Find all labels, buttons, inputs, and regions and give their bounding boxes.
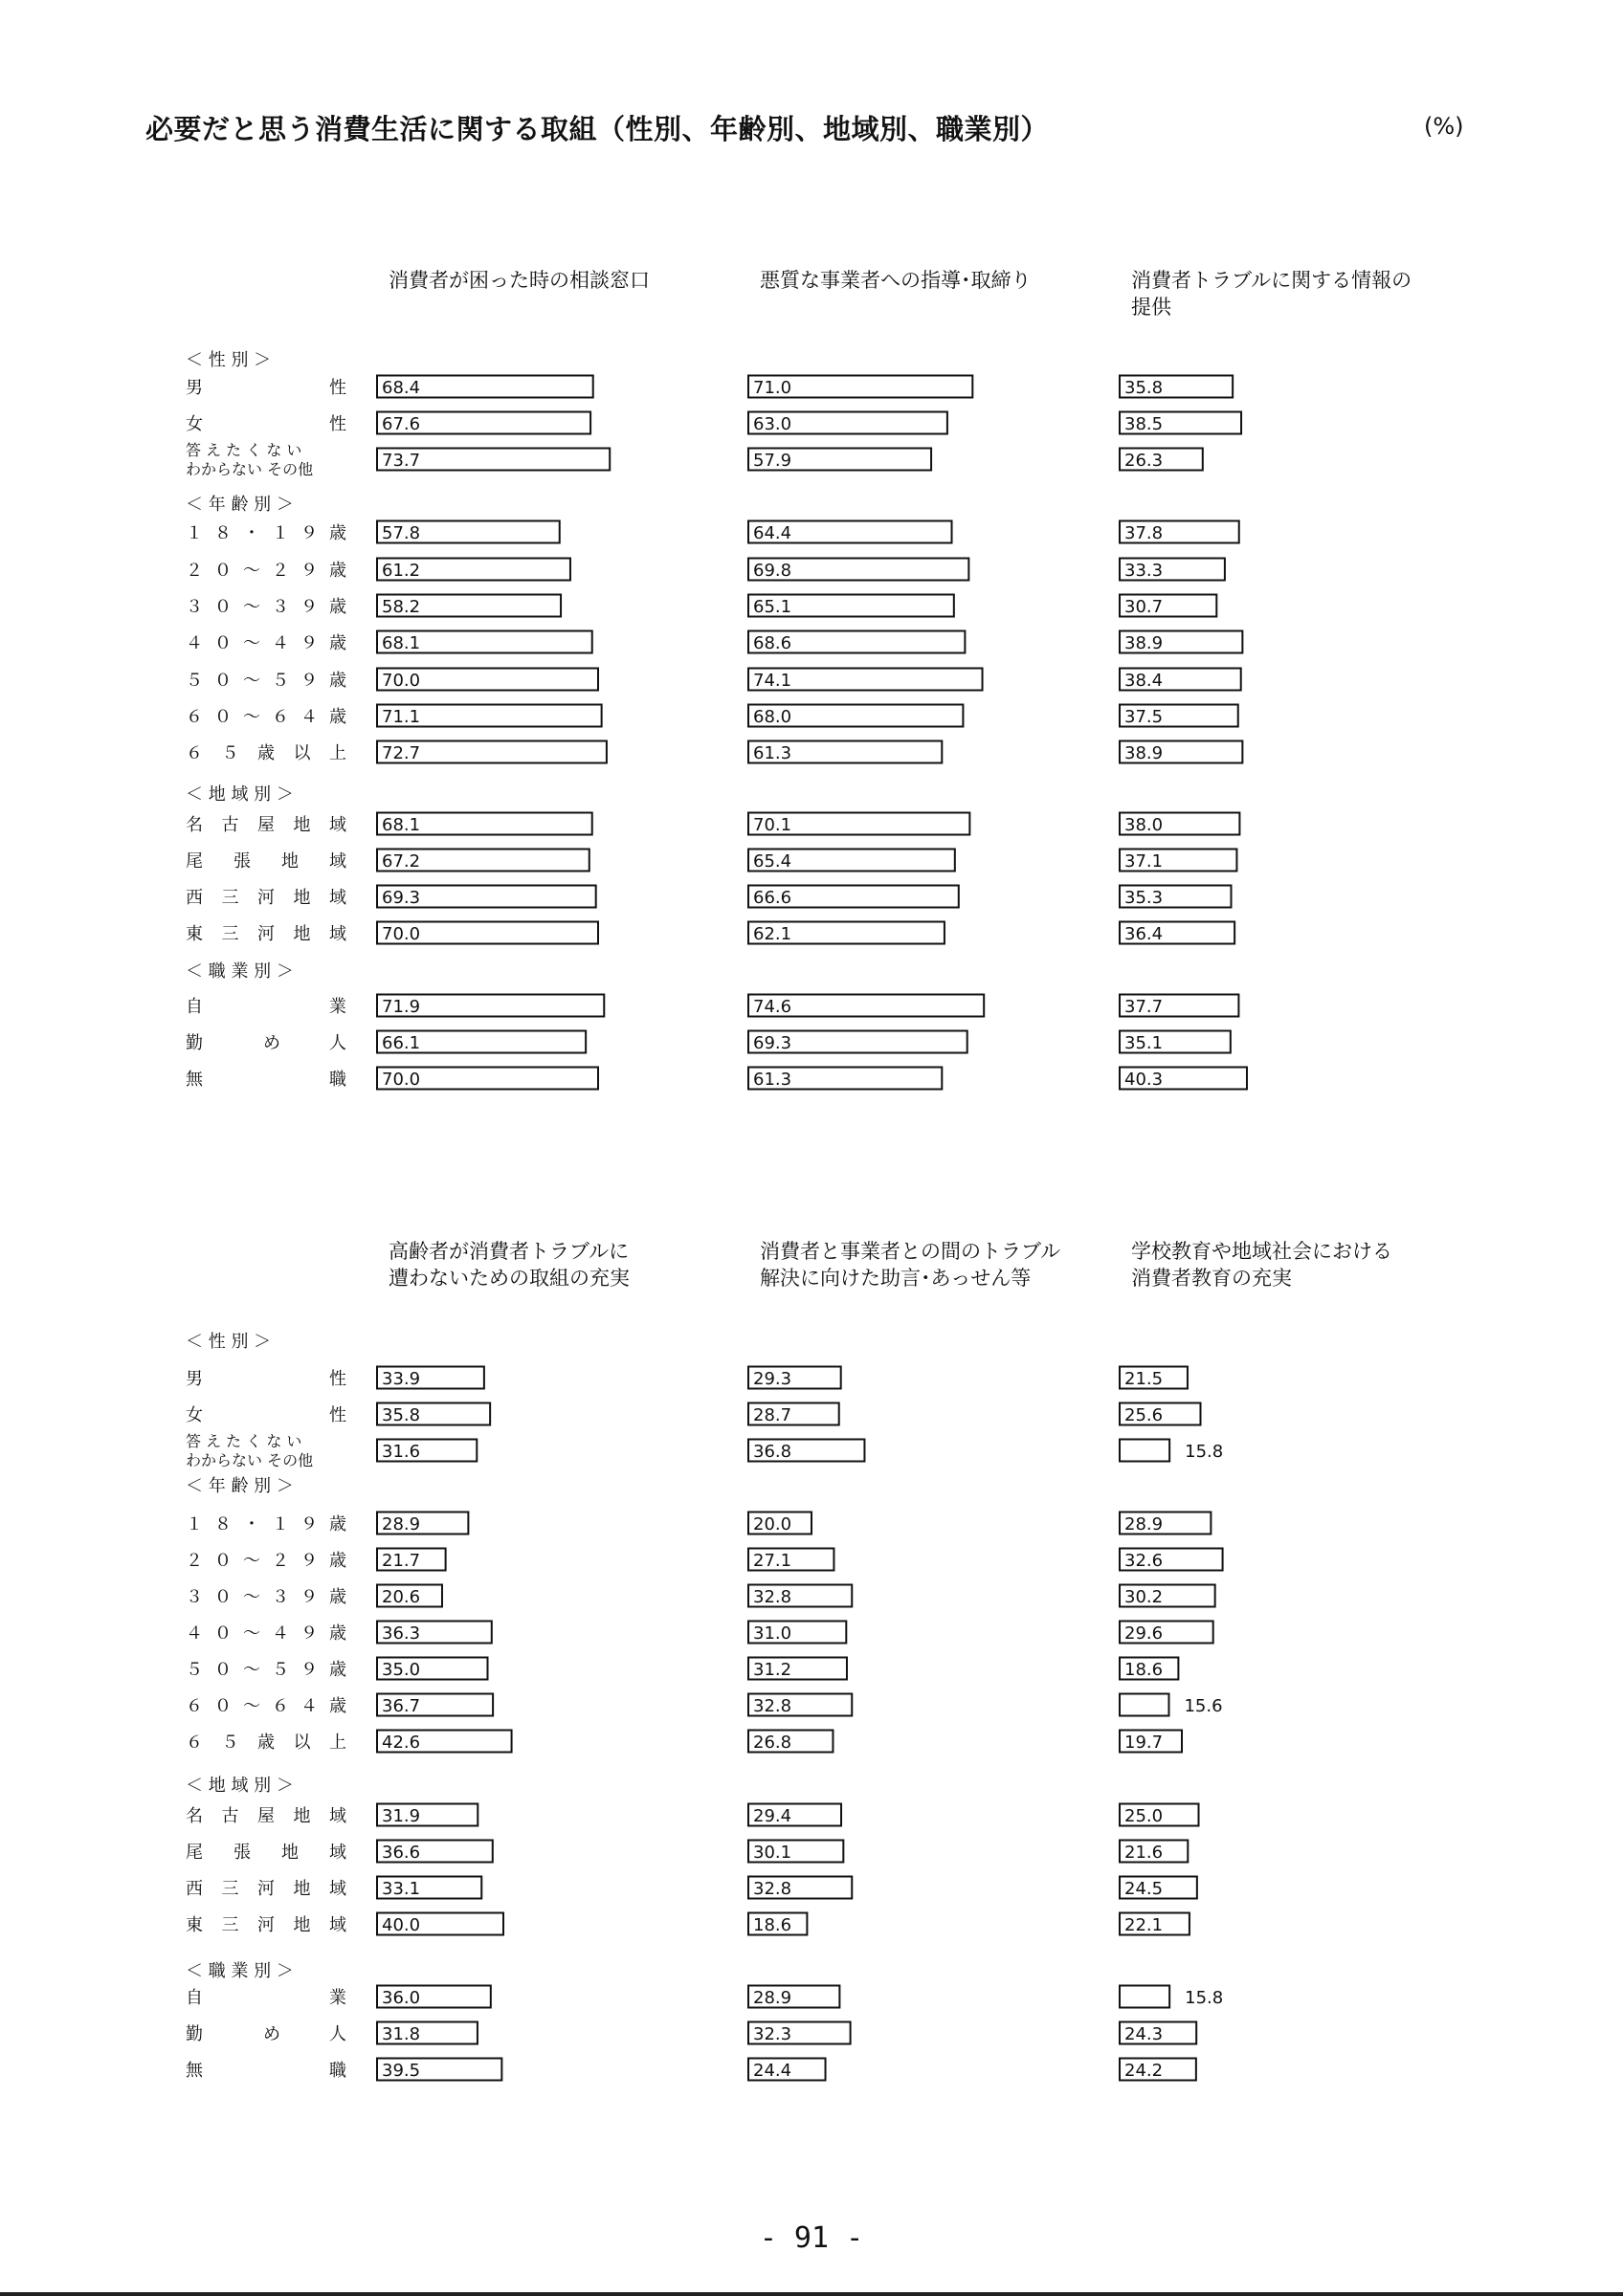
- data-label: 70.1: [753, 815, 792, 835]
- row-label: ５ ０ ～ ５ ９ 歳: [186, 1660, 346, 1680]
- data-label: 26.8: [753, 1733, 792, 1753]
- data-label: 68.4: [382, 378, 421, 398]
- data-label: 22.1: [1124, 1915, 1164, 1935]
- data-label: 18.6: [753, 1915, 792, 1935]
- data-label: 15.8: [1185, 1442, 1224, 1462]
- data-label: 69.3: [753, 1033, 792, 1053]
- row-label: 勤: [186, 2024, 203, 2044]
- row-label: ６ ５ 歳 以 上: [186, 1733, 346, 1753]
- row-label: 性: [329, 1405, 346, 1425]
- data-label: 39.5: [382, 2061, 421, 2081]
- data-label: 25.6: [1124, 1405, 1164, 1425]
- data-label: 28.9: [382, 1514, 421, 1534]
- data-label: 24.5: [1124, 1879, 1164, 1899]
- data-label: 28.7: [753, 1405, 792, 1425]
- data-label: 30.2: [1124, 1587, 1164, 1607]
- data-label: 29.6: [1124, 1623, 1164, 1644]
- data-label: 18.6: [1124, 1660, 1164, 1680]
- data-label: 36.7: [382, 1696, 421, 1716]
- row-label: わからない その他: [186, 1451, 314, 1469]
- group-label: ＜ 性 別 ＞: [186, 350, 272, 370]
- data-label: 20.6: [382, 1587, 421, 1607]
- row-label: わからない その他: [186, 460, 314, 478]
- row-label: 人: [329, 2024, 346, 2044]
- data-label: 61.2: [382, 561, 421, 581]
- data-label: 73.7: [382, 451, 421, 471]
- data-label: 15.6: [1184, 1696, 1223, 1716]
- data-label: 31.9: [382, 1806, 421, 1826]
- data-label: 32.8: [753, 1879, 792, 1899]
- data-label: 70.0: [382, 671, 421, 691]
- data-label: 24.3: [1124, 2024, 1164, 2044]
- bar: [1120, 1986, 1169, 2008]
- data-label: 62.1: [753, 924, 792, 944]
- group-label: ＜ 性 別 ＞: [186, 1332, 272, 1352]
- group-label: ＜ 年 齢 別 ＞: [186, 495, 294, 515]
- series-title: 悪質な事業者への指導･取締り: [760, 269, 1032, 292]
- data-label: 35.8: [382, 1405, 421, 1425]
- row-label: １ ８ ・ １ ９ 歳: [186, 1514, 346, 1534]
- row-label: 職: [329, 1070, 346, 1090]
- row-label: 男: [186, 1369, 203, 1389]
- series-title: 解決に向けた助言･あっせん等: [760, 1267, 1032, 1290]
- data-label: 37.8: [1124, 523, 1164, 543]
- row-label: 業: [329, 1988, 346, 2008]
- data-label: 38.9: [1124, 743, 1164, 763]
- row-label: 自: [186, 1988, 203, 2008]
- data-label: 19.7: [1124, 1733, 1164, 1753]
- data-label: 28.9: [753, 1988, 792, 2008]
- page-title: 必要だと思う消費生活に関する取組（性別、年齢別、地域別、職業別）: [145, 113, 1050, 145]
- row-label: 勤: [186, 1033, 203, 1053]
- data-label: 28.9: [1124, 1514, 1164, 1534]
- series-title: 消費者トラブルに関する情報の: [1131, 269, 1412, 292]
- data-label: 74.6: [753, 997, 792, 1017]
- row-label: １ ８ ・ １ ９ 歳: [186, 523, 346, 543]
- data-label: 65.1: [753, 597, 792, 617]
- data-label: 71.9: [382, 997, 421, 1017]
- data-label: 68.0: [753, 707, 792, 727]
- data-label: 26.3: [1124, 451, 1164, 471]
- data-label: 38.5: [1124, 414, 1164, 434]
- group-label: ＜ 年 齢 別 ＞: [186, 1476, 294, 1496]
- row-label: 女: [186, 414, 203, 434]
- series-title: 高齢者が消費者トラブルに: [389, 1240, 630, 1263]
- data-label: 58.2: [382, 597, 421, 617]
- group-label: ＜ 職 業 別 ＞: [186, 1961, 294, 1981]
- data-label: 63.0: [753, 414, 792, 434]
- data-label: 66.1: [382, 1033, 421, 1053]
- row-label: 業: [329, 997, 346, 1017]
- data-label: 57.8: [382, 523, 421, 543]
- data-label: 69.3: [382, 888, 421, 908]
- row-label: ２ ０ ～ ２ ９ 歳: [186, 561, 346, 581]
- data-label: 70.0: [382, 1070, 421, 1090]
- data-label: 32.3: [753, 2024, 792, 2044]
- data-label: 37.7: [1124, 997, 1164, 1017]
- data-label: 70.0: [382, 924, 421, 944]
- data-label: 74.1: [753, 671, 792, 691]
- data-label: 36.0: [382, 1988, 421, 2008]
- data-label: 21.5: [1124, 1369, 1164, 1389]
- row-label: ４ ０ ～ ４ ９ 歳: [186, 633, 346, 653]
- row-label: 名 古 屋 地 域: [186, 1806, 346, 1826]
- data-label: 32.8: [753, 1696, 792, 1716]
- data-label: 31.0: [753, 1623, 792, 1644]
- row-label: 人: [329, 1033, 346, 1053]
- row-label: 西 三 河 地 域: [186, 888, 346, 908]
- row-label: 尾 張 地 域: [186, 851, 346, 872]
- row-label: ６ ５ 歳 以 上: [186, 743, 346, 763]
- data-label: 64.4: [753, 523, 792, 543]
- group-label: ＜ 地 域 別 ＞: [186, 784, 294, 805]
- chart-bottom-panel: [0, 1225, 1623, 2124]
- row-label: 女: [186, 1405, 203, 1425]
- series-title: 消費者教育の充実: [1131, 1267, 1292, 1290]
- data-label: 37.5: [1124, 707, 1164, 727]
- data-label: 38.4: [1124, 671, 1164, 691]
- data-label: 67.2: [382, 851, 421, 872]
- series-title: 遭わないための取組の充実: [389, 1267, 630, 1290]
- data-label: 61.3: [753, 1070, 792, 1090]
- data-label: 65.4: [753, 851, 792, 872]
- data-label: 57.9: [753, 451, 792, 471]
- row-label: 答 え た く な い: [186, 1432, 302, 1450]
- row-label: 無: [186, 1070, 203, 1090]
- row-label: ４ ０ ～ ４ ９ 歳: [186, 1623, 346, 1644]
- group-label: ＜ 職 業 別 ＞: [186, 961, 294, 982]
- data-label: 40.3: [1124, 1070, 1164, 1090]
- data-label: 33.1: [382, 1879, 421, 1899]
- row-label: ６ ０ ～ ６ ４ 歳: [186, 707, 346, 727]
- data-label: 36.6: [382, 1843, 421, 1863]
- data-label: 31.2: [753, 1660, 792, 1680]
- row-label: め: [263, 1033, 280, 1053]
- data-label: 24.2: [1124, 2061, 1164, 2081]
- row-label: 自: [186, 997, 203, 1017]
- data-label: 29.4: [753, 1806, 792, 1826]
- row-label: め: [263, 2024, 280, 2044]
- bottom-rule: [0, 2292, 1623, 2296]
- data-label: 36.3: [382, 1623, 421, 1644]
- data-label: 15.8: [1185, 1988, 1224, 2008]
- data-label: 71.0: [753, 378, 792, 398]
- row-label: ３ ０ ～ ３ ９ 歳: [186, 597, 346, 617]
- data-label: 33.9: [382, 1369, 421, 1389]
- row-label: 名 古 屋 地 域: [186, 815, 346, 835]
- row-label: 性: [329, 414, 346, 434]
- row-label: 性: [329, 378, 346, 398]
- data-label: 32.6: [1124, 1551, 1164, 1571]
- data-label: 31.8: [382, 2024, 421, 2044]
- data-label: 30.7: [1124, 597, 1164, 617]
- data-label: 35.0: [382, 1660, 421, 1680]
- chart-top-panel: [0, 258, 1623, 1119]
- data-label: 21.7: [382, 1551, 421, 1571]
- row-label: 男: [186, 378, 203, 398]
- data-label: 67.6: [382, 414, 421, 434]
- data-label: 66.6: [753, 888, 792, 908]
- data-label: 30.1: [753, 1843, 792, 1863]
- data-label: 69.8: [753, 561, 792, 581]
- data-label: 38.0: [1124, 815, 1164, 835]
- row-label: ５ ０ ～ ５ ９ 歳: [186, 671, 346, 691]
- group-label: ＜ 地 域 別 ＞: [186, 1776, 294, 1796]
- series-title: 消費者と事業者との間のトラブル: [760, 1240, 1061, 1263]
- data-label: 25.0: [1124, 1806, 1164, 1826]
- data-label: 33.3: [1124, 561, 1164, 581]
- unit-label: (%): [1424, 113, 1464, 140]
- data-label: 24.4: [753, 2061, 792, 2081]
- data-label: 21.6: [1124, 1843, 1164, 1863]
- row-label: 職: [329, 2061, 346, 2081]
- series-title: 提供: [1131, 296, 1171, 319]
- data-label: 27.1: [753, 1551, 792, 1571]
- data-label: 36.8: [753, 1442, 792, 1462]
- data-label: 68.1: [382, 633, 421, 653]
- data-label: 20.0: [753, 1514, 792, 1534]
- row-label: ２ ０ ～ ２ ９ 歳: [186, 1551, 346, 1571]
- data-label: 37.1: [1124, 851, 1164, 872]
- series-title: 消費者が困った時の相談窓口: [389, 269, 650, 292]
- data-label: 38.9: [1124, 633, 1164, 653]
- data-label: 35.1: [1124, 1033, 1164, 1053]
- data-label: 68.6: [753, 633, 792, 653]
- row-label: 東 三 河 地 域: [186, 924, 346, 944]
- page-number: - 91 -: [759, 2221, 864, 2255]
- data-label: 71.1: [382, 707, 421, 727]
- data-label: 35.3: [1124, 888, 1164, 908]
- row-label: 東 三 河 地 域: [186, 1915, 346, 1935]
- data-label: 32.8: [753, 1587, 792, 1607]
- data-label: 40.0: [382, 1915, 421, 1935]
- data-label: 36.4: [1124, 924, 1164, 944]
- row-label: 無: [186, 2061, 203, 2081]
- data-label: 61.3: [753, 743, 792, 763]
- data-label: 31.6: [382, 1442, 421, 1462]
- row-label: ３ ０ ～ ３ ９ 歳: [186, 1587, 346, 1607]
- data-label: 35.8: [1124, 378, 1164, 398]
- data-label: 29.3: [753, 1369, 792, 1389]
- row-label: ６ ０ ～ ６ ４ 歳: [186, 1696, 346, 1716]
- series-title: 学校教育や地域社会における: [1131, 1240, 1392, 1263]
- bar: [1120, 1440, 1169, 1462]
- row-label: 答 え た く な い: [186, 441, 302, 459]
- row-label: 西 三 河 地 域: [186, 1879, 346, 1899]
- row-label: 性: [329, 1369, 346, 1389]
- data-label: 42.6: [382, 1733, 421, 1753]
- row-label: 尾 張 地 域: [186, 1843, 346, 1863]
- data-label: 72.7: [382, 743, 421, 763]
- data-label: 68.1: [382, 815, 421, 835]
- bar: [1120, 1694, 1168, 1716]
